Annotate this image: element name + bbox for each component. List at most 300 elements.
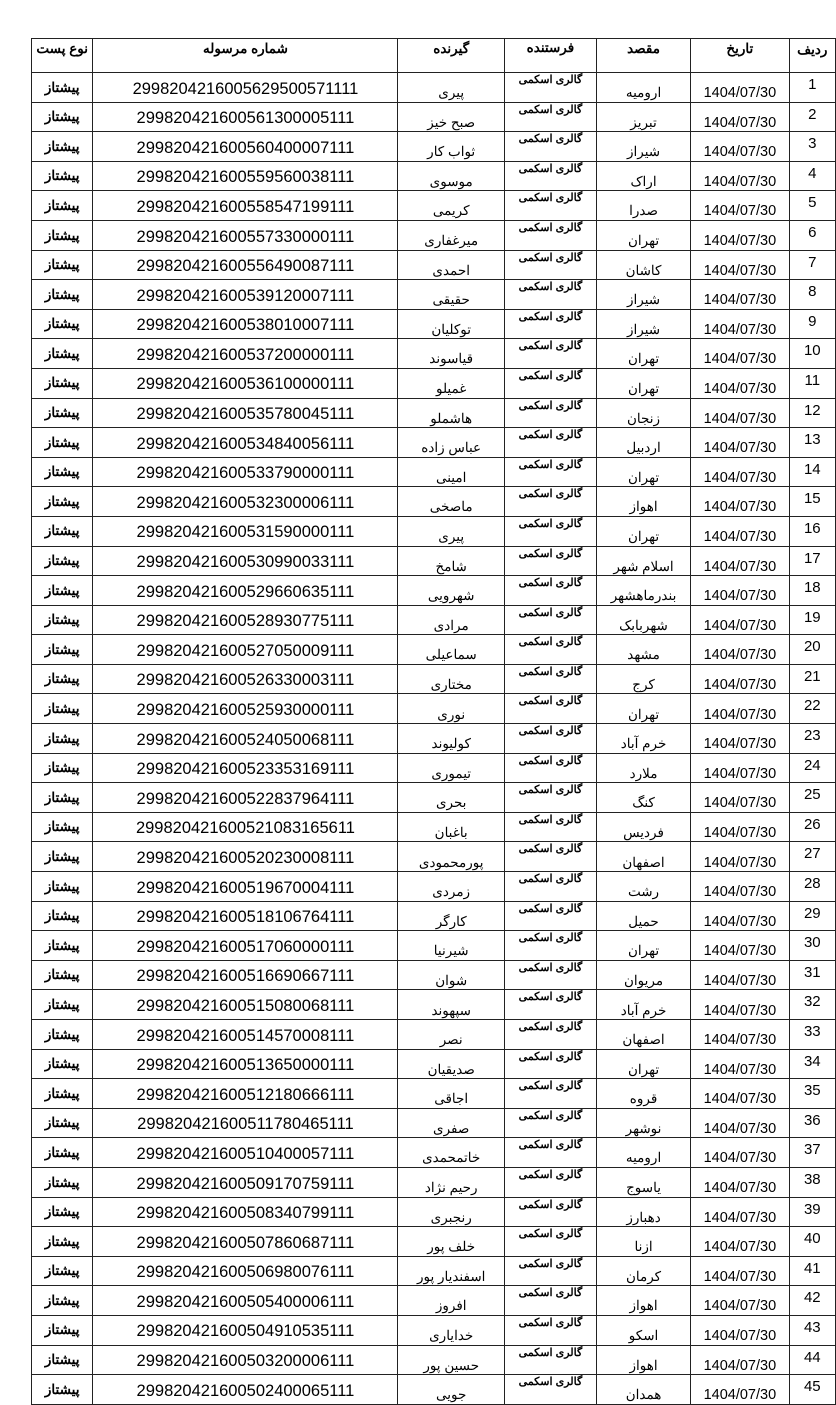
table-row [32,487,836,517]
date-cell: 1404/07/30 [691,1227,790,1257]
recipient-cell: رحیم نژاد [398,1167,504,1197]
post-type-cell: پیشتاز [32,901,93,931]
date-cell: 1404/07/30 [691,724,790,754]
recipient-cell: صبح خیز [398,102,504,132]
destination-cell: ازنا [596,1227,690,1257]
table-row [32,191,836,221]
post-type-cell: پیشتاز [32,1227,93,1257]
table-row [32,1345,836,1375]
destination-cell: شیراز [596,132,690,162]
table-row [32,605,836,635]
tracking-number-cell: 299820421600559560038111 [93,161,398,191]
destination-cell: اردبیل [596,428,690,458]
table-row [32,960,836,990]
recipient-cell: حسین پور [398,1345,504,1375]
recipient-cell: پیری [398,516,504,546]
tracking-number-cell: 299820421600502400065111 [93,1375,398,1405]
sender-cell: گالری اسکمی [504,901,596,931]
table-row [32,516,836,546]
table-row [32,161,836,191]
row-number-cell: 12 [789,398,835,428]
post-type-cell: پیشتاز [32,339,93,369]
recipient-cell: میرغفاری [398,220,504,250]
tracking-number-cell: 299820421600557330000111 [93,220,398,250]
recipient-cell: رنجبری [398,1197,504,1227]
tracking-number-cell: 299820421600505400006111 [93,1286,398,1316]
tracking-number-cell: 299820421600523353169111 [93,753,398,783]
post-type-cell: پیشتاز [32,73,93,103]
destination-cell: ارومیه [596,1138,690,1168]
table-row [32,901,836,931]
post-type-cell: پیشتاز [32,1286,93,1316]
table-row [32,931,836,961]
row-number-cell: 10 [789,339,835,369]
post-type-cell: پیشتاز [32,1108,93,1138]
destination-cell: اراک [596,161,690,191]
table-row [32,664,836,694]
recipient-cell: توکلیان [398,309,504,339]
row-number-cell: 15 [789,487,835,517]
sender-cell: گالری اسکمی [504,812,596,842]
destination-cell: شهربابک [596,605,690,635]
recipient-cell: اجاقی [398,1079,504,1109]
destination-cell: اهواز [596,1286,690,1316]
destination-cell: اصفهان [596,1020,690,1050]
sender-cell: گالری اسکمی [504,1227,596,1257]
row-number-cell: 45 [789,1375,835,1405]
recipient-cell: حقیقی [398,280,504,310]
sender-cell: گالری اسکمی [504,960,596,990]
sender-cell: گالری اسکمی [504,664,596,694]
tracking-number-cell: 299820421600532300006111 [93,487,398,517]
post-type-cell: پیشتاز [32,220,93,250]
row-number-cell: 40 [789,1227,835,1257]
table-row [32,546,836,576]
date-cell: 1404/07/30 [691,1020,790,1050]
post-type-cell: پیشتاز [32,990,93,1020]
tracking-number-cell: 299820421600558547199111 [93,191,398,221]
row-number-cell: 31 [789,960,835,990]
recipient-cell: کارگر [398,901,504,931]
table-row [32,102,836,132]
tracking-number-cell: 299820421600503200006111 [93,1345,398,1375]
table-row [32,1049,836,1079]
recipient-cell: کریمی [398,191,504,221]
sender-cell: گالری اسکمی [504,280,596,310]
header-tracking-number: شماره مرسوله [93,39,398,73]
header-row [32,39,836,73]
post-type-cell: پیشتاز [32,428,93,458]
date-cell: 1404/07/30 [691,1286,790,1316]
row-number-cell: 34 [789,1049,835,1079]
recipient-cell: قیاسوند [398,339,504,369]
recipient-cell: احمدی [398,250,504,280]
post-type-cell: پیشتاز [32,516,93,546]
table-row [32,990,836,1020]
post-type-cell: پیشتاز [32,783,93,813]
sender-cell: گالری اسکمی [504,1167,596,1197]
recipient-cell: ماصخی [398,487,504,517]
table-row [32,1108,836,1138]
date-cell: 1404/07/30 [691,546,790,576]
recipient-cell: هاشملو [398,398,504,428]
date-cell: 1404/07/30 [691,457,790,487]
date-cell: 1404/07/30 [691,1197,790,1227]
date-cell: 1404/07/30 [691,398,790,428]
destination-cell: تهران [596,1049,690,1079]
sender-cell: گالری اسکمی [504,872,596,902]
date-cell: 1404/07/30 [691,1049,790,1079]
tracking-number-cell: 299820421600515080068111 [93,990,398,1020]
row-number-cell: 27 [789,842,835,872]
recipient-cell: پیری [398,73,504,103]
sender-cell: گالری اسکمی [504,1138,596,1168]
row-number-cell: 24 [789,753,835,783]
row-number-cell: 39 [789,1197,835,1227]
table-body [32,73,836,1405]
post-type-cell: پیشتاز [32,1138,93,1168]
destination-cell: کرج [596,664,690,694]
post-type-cell: پیشتاز [32,1375,93,1405]
sender-cell: گالری اسکمی [504,220,596,250]
sender-cell: گالری اسکمی [504,102,596,132]
tracking-number-cell: 299820421600533790000111 [93,457,398,487]
post-type-cell: پیشتاز [32,724,93,754]
destination-cell: تهران [596,368,690,398]
recipient-cell: صفری [398,1108,504,1138]
sender-cell: گالری اسکمی [504,1108,596,1138]
date-cell: 1404/07/30 [691,1138,790,1168]
sender-cell: گالری اسکمی [504,398,596,428]
table-row [32,280,836,310]
row-number-cell: 8 [789,280,835,310]
date-cell: 1404/07/30 [691,339,790,369]
date-cell: 1404/07/30 [691,428,790,458]
row-number-cell: 22 [789,694,835,724]
tracking-number-cell: 299820421600536100000111 [93,368,398,398]
date-cell: 1404/07/30 [691,1256,790,1286]
recipient-cell: مختاری [398,664,504,694]
destination-cell: تهران [596,694,690,724]
tracking-number-cell: 299820421600519670004111 [93,872,398,902]
recipient-cell: خلف پور [398,1227,504,1257]
tracking-number-cell: 299820421600556490087111 [93,250,398,280]
date-cell: 1404/07/30 [691,1108,790,1138]
date-cell: 1404/07/30 [691,842,790,872]
destination-cell: قروه [596,1079,690,1109]
sender-cell: گالری اسکمی [504,635,596,665]
table-row [32,1020,836,1050]
tracking-number-cell: 299820421600520230008111 [93,842,398,872]
recipient-cell: شامخ [398,546,504,576]
sender-cell: گالری اسکمی [504,546,596,576]
destination-cell: فردیس [596,812,690,842]
date-cell: 1404/07/30 [691,1079,790,1109]
destination-cell: شیراز [596,309,690,339]
sender-cell: گالری اسکمی [504,753,596,783]
destination-cell: تهران [596,931,690,961]
sender-cell: گالری اسکمی [504,487,596,517]
tracking-number-cell: 299820421600524050068111 [93,724,398,754]
table-row [32,250,836,280]
destination-cell: اهواز [596,487,690,517]
destination-cell: کنگ [596,783,690,813]
table-row [32,1375,836,1405]
sender-cell: گالری اسکمی [504,842,596,872]
row-number-cell: 42 [789,1286,835,1316]
date-cell: 1404/07/30 [691,368,790,398]
tracking-number-cell: 299820421600511780465111 [93,1108,398,1138]
table-row [32,635,836,665]
sender-cell: گالری اسکمی [504,250,596,280]
table-header [32,39,836,73]
sender-cell: گالری اسکمی [504,73,596,103]
recipient-cell: باغبان [398,812,504,842]
sender-cell: گالری اسکمی [504,309,596,339]
post-type-cell: پیشتاز [32,812,93,842]
date-cell: 1404/07/30 [691,191,790,221]
date-cell: 1404/07/30 [691,931,790,961]
post-type-cell: پیشتاز [32,1315,93,1345]
recipient-cell: ثواب کار [398,132,504,162]
post-type-cell: پیشتاز [32,872,93,902]
destination-cell: اسکو [596,1315,690,1345]
recipient-cell: جویی [398,1375,504,1405]
row-number-cell: 36 [789,1108,835,1138]
table-row [32,398,836,428]
sender-cell: گالری اسکمی [504,931,596,961]
sender-cell: گالری اسکمی [504,576,596,606]
date-cell: 1404/07/30 [691,576,790,606]
row-number-cell: 44 [789,1345,835,1375]
table-row [32,220,836,250]
date-cell: 1404/07/30 [691,635,790,665]
tracking-number-cell: 299820421600529660635111 [93,576,398,606]
table-row [32,132,836,162]
sender-cell: گالری اسکمی [504,1197,596,1227]
tracking-number-cell: 299820421600513650000111 [93,1049,398,1079]
recipient-cell: پورمحمودی [398,842,504,872]
date-cell: 1404/07/30 [691,102,790,132]
date-cell: 1404/07/30 [691,783,790,813]
row-number-cell: 18 [789,576,835,606]
table-row [32,1167,836,1197]
post-type-cell: پیشتاز [32,694,93,724]
row-number-cell: 35 [789,1079,835,1109]
tracking-number-cell: 299820421600526330003111 [93,664,398,694]
tracking-number-cell: 299820421600537200000111 [93,339,398,369]
sender-cell: گالری اسکمی [504,457,596,487]
destination-cell: خرم آباد [596,724,690,754]
tracking-number-cell: 299820421600538010007111 [93,309,398,339]
tracking-number-cell: 299820421600534840056111 [93,428,398,458]
recipient-cell: امینی [398,457,504,487]
row-number-cell: 37 [789,1138,835,1168]
recipient-cell: مرادی [398,605,504,635]
table-row [32,1315,836,1345]
post-type-cell: پیشتاز [32,635,93,665]
post-type-cell: پیشتاز [32,1197,93,1227]
table-row [32,309,836,339]
row-number-cell: 7 [789,250,835,280]
sender-cell: گالری اسکمی [504,1079,596,1109]
table-row [32,724,836,754]
row-number-cell: 17 [789,546,835,576]
post-type-cell: پیشتاز [32,664,93,694]
date-cell: 1404/07/30 [691,901,790,931]
date-cell: 1404/07/30 [691,73,790,103]
tracking-number-cell: 299820421600560400007111 [93,132,398,162]
tracking-number-cell: 299820421600518106764111 [93,901,398,931]
post-type-cell: پیشتاز [32,1020,93,1050]
tracking-number-cell: 299820421600506980076111 [93,1256,398,1286]
table-row [32,842,836,872]
table-row [32,1256,836,1286]
row-number-cell: 25 [789,783,835,813]
post-type-cell: پیشتاز [32,161,93,191]
tracking-number-cell: 299820421600531590000111 [93,516,398,546]
post-type-cell: پیشتاز [32,753,93,783]
date-cell: 1404/07/30 [691,960,790,990]
row-number-cell: 3 [789,132,835,162]
destination-cell: مریوان [596,960,690,990]
table-row [32,872,836,902]
post-type-cell: پیشتاز [32,368,93,398]
sender-cell: گالری اسکمی [504,428,596,458]
row-number-cell: 19 [789,605,835,635]
row-number-cell: 9 [789,309,835,339]
row-number-cell: 41 [789,1256,835,1286]
sender-cell: گالری اسکمی [504,191,596,221]
destination-cell: ملارد [596,753,690,783]
destination-cell: تهران [596,339,690,369]
table-row [32,753,836,783]
date-cell: 1404/07/30 [691,694,790,724]
destination-cell: تهران [596,516,690,546]
date-cell: 1404/07/30 [691,664,790,694]
sender-cell: گالری اسکمی [504,339,596,369]
post-type-cell: پیشتاز [32,250,93,280]
tracking-number-cell: 299820421600522837964111 [93,783,398,813]
tracking-number-cell: 299820421600509170759111 [93,1167,398,1197]
destination-cell: تهران [596,457,690,487]
tracking-number-cell: 299820421600535780045111 [93,398,398,428]
recipient-cell: افروز [398,1286,504,1316]
date-cell: 1404/07/30 [691,990,790,1020]
sender-cell: گالری اسکمی [504,990,596,1020]
post-type-cell: پیشتاز [32,960,93,990]
row-number-cell: 20 [789,635,835,665]
recipient-cell: شهرویی [398,576,504,606]
post-type-cell: پیشتاز [32,1256,93,1286]
header-sender: فرستنده [504,39,596,73]
recipient-cell: کولیوند [398,724,504,754]
recipient-cell: شوان [398,960,504,990]
row-number-cell: 28 [789,872,835,902]
destination-cell: ارومیه [596,73,690,103]
sender-cell: گالری اسکمی [504,694,596,724]
post-type-cell: پیشتاز [32,102,93,132]
sender-cell: گالری اسکمی [504,1315,596,1345]
tracking-number-cell: 299820421600507860687111 [93,1227,398,1257]
date-cell: 1404/07/30 [691,812,790,842]
destination-cell: کرمان [596,1256,690,1286]
tracking-number-cell: 299820421600528930775111 [93,605,398,635]
table-row [32,1138,836,1168]
recipient-cell: سپهوند [398,990,504,1020]
post-type-cell: پیشتاز [32,1345,93,1375]
post-type-cell: پیشتاز [32,457,93,487]
table-row [32,457,836,487]
destination-cell: بندرماهشهر [596,576,690,606]
row-number-cell: 1 [789,73,835,103]
table-row [32,428,836,458]
sender-cell: گالری اسکمی [504,1020,596,1050]
post-type-cell: پیشتاز [32,398,93,428]
post-type-cell: پیشتاز [32,280,93,310]
sender-cell: گالری اسکمی [504,1049,596,1079]
date-cell: 1404/07/30 [691,309,790,339]
recipient-cell: سماعیلی [398,635,504,665]
recipient-cell: تیموری [398,753,504,783]
sender-cell: گالری اسکمی [504,724,596,754]
tracking-number-cell: 299820421600539120007111 [93,280,398,310]
table-row [32,1227,836,1257]
recipient-cell: صدیقیان [398,1049,504,1079]
date-cell: 1404/07/30 [691,132,790,162]
destination-cell: زنجان [596,398,690,428]
table-row [32,1079,836,1109]
destination-cell: یاسوج [596,1167,690,1197]
tracking-number-cell: 299820421600514570008111 [93,1020,398,1050]
date-cell: 1404/07/30 [691,605,790,635]
post-type-cell: پیشتاز [32,132,93,162]
row-number-cell: 14 [789,457,835,487]
tracking-number-cell: 299820421600510400057111 [93,1138,398,1168]
tracking-number-cell: 2998204216005629500571111 [93,73,398,103]
recipient-cell: نصر [398,1020,504,1050]
table-row [32,576,836,606]
row-number-cell: 21 [789,664,835,694]
row-number-cell: 43 [789,1315,835,1345]
row-number-cell: 13 [789,428,835,458]
tracking-number-cell: 299820421600530990033111 [93,546,398,576]
recipient-cell: بحری [398,783,504,813]
date-cell: 1404/07/30 [691,487,790,517]
row-number-cell: 4 [789,161,835,191]
post-type-cell: پیشتاز [32,931,93,961]
sender-cell: گالری اسکمی [504,132,596,162]
post-type-cell: پیشتاز [32,487,93,517]
post-type-cell: پیشتاز [32,1167,93,1197]
destination-cell: صدرا [596,191,690,221]
destination-cell: رشت [596,872,690,902]
row-number-cell: 33 [789,1020,835,1050]
table-row [32,694,836,724]
post-type-cell: پیشتاز [32,605,93,635]
table-row [32,73,836,103]
header-post-type: نوع پست [32,39,93,73]
recipient-cell: خدایاری [398,1315,504,1345]
table-row [32,339,836,369]
recipient-cell: زمردی [398,872,504,902]
post-type-cell: پیشتاز [32,309,93,339]
destination-cell: دهبارز [596,1197,690,1227]
sender-cell: گالری اسکمی [504,1345,596,1375]
destination-cell: مشهد [596,635,690,665]
destination-cell: خرم آباد [596,990,690,1020]
tracking-number-cell: 299820421600508340799111 [93,1197,398,1227]
